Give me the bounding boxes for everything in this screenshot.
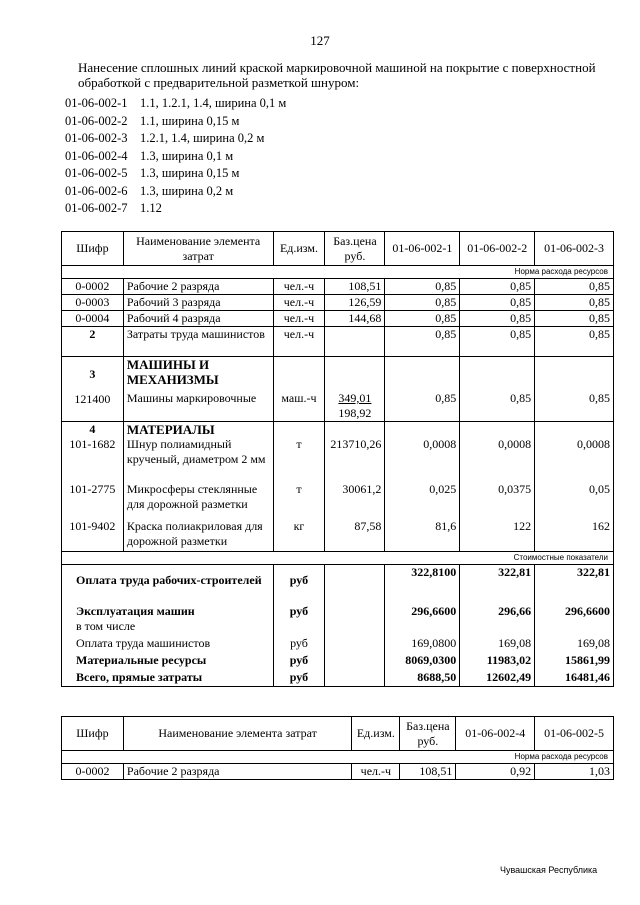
header-price: Баз.цена руб. [400, 717, 456, 751]
table-row [62, 327, 614, 357]
total-unit: руб [273, 653, 325, 670]
material-v3: 0,0008 [577, 437, 610, 451]
cell-name [123, 357, 273, 422]
note-cost: Стоимостные показатели [62, 552, 614, 565]
material-price: 87,58 [354, 519, 382, 533]
code-id: 01-06-002-2 [65, 113, 128, 128]
cell-unit [273, 357, 325, 422]
total-v2: 296,66 [460, 597, 535, 619]
cell-unit: чел.-ч [352, 764, 400, 780]
cell-code: 0-0002 [62, 279, 124, 295]
table-row-machines [62, 357, 614, 422]
cell-v2: 0,85 [460, 295, 535, 311]
code-list-item [65, 165, 286, 183]
cell-code [62, 422, 124, 552]
total-v3: 169,08 [535, 636, 614, 653]
cell-name: Рабочий 3 разряда [123, 295, 273, 311]
note-row [62, 552, 614, 565]
table-row [62, 764, 614, 780]
total-name: Оплата труда рабочих-строителей [62, 565, 274, 597]
cell-price: 108,51 [400, 764, 456, 780]
resource-table-2 [61, 716, 614, 780]
cell-v1: 0,85 [385, 327, 460, 357]
material-name: Краска полиакриловая для дорожной разметки [126, 519, 263, 548]
note-norm: Норма расхода ресурсов [62, 751, 614, 764]
note-row [62, 751, 614, 764]
total-row [62, 597, 614, 619]
cell-code: 2 [62, 327, 124, 357]
machine-code: 121400 [74, 392, 111, 406]
cell-name: Рабочий 4 разряда [123, 311, 273, 327]
code-list-item [65, 200, 286, 218]
cell-code: 0-0004 [62, 311, 124, 327]
total-price [325, 636, 385, 653]
total-price [325, 619, 385, 636]
material-v1: 0,0008 [423, 437, 457, 451]
material-code: 101-2775 [69, 482, 116, 496]
header-code: Шифр [62, 232, 124, 266]
cell-v3: 0,85 [535, 311, 614, 327]
footer-region: Чувашская Республика [500, 865, 598, 875]
total-v2: 322,81 [460, 565, 535, 597]
cell-name: Затраты труда машинистов [123, 327, 273, 357]
total-price [325, 565, 385, 597]
cell-name: Рабочие 2 разряда [123, 279, 273, 295]
cell-v1: 0,85 [385, 279, 460, 295]
header-name: Наименование элемента затрат [123, 717, 351, 751]
total-v2: 169,08 [460, 636, 535, 653]
total-v3: 296,6600 [535, 597, 614, 619]
section-heading: Нанесение сплошных линий краской маркировочной машиной на покрытие с поверхностной обработкой с предварительной разметкой шнуром: [78, 60, 596, 90]
cell-price: 126,59 [325, 295, 385, 311]
code-desc: 1.2.1, 1.4, ширина 0,2 м [140, 131, 265, 145]
header-col1: 01-06-002-4 [456, 717, 535, 751]
cell-unit: чел.-ч [273, 279, 325, 295]
cell-unit: чел.-ч [273, 311, 325, 327]
material-v2: 122 [513, 519, 532, 533]
header-col2: 01-06-002-5 [535, 717, 614, 751]
material-v3: 162 [592, 519, 610, 533]
total-price [325, 597, 385, 619]
total-name: Материальные ресурсы [62, 653, 274, 670]
total-v3: 16481,46 [535, 670, 614, 687]
page-number: 127 [310, 33, 330, 48]
machine-v2: 0,85 [510, 391, 532, 405]
machine-price-1: 349,01 [338, 391, 372, 405]
code-desc: 1.1, ширина 0,15 м [140, 113, 240, 128]
table-header-row [62, 717, 614, 751]
cell-v2: 1,03 [535, 764, 614, 780]
code-id: 01-06-002-5 [65, 166, 128, 180]
total-v1 [385, 619, 460, 636]
header-col2: 01-06-002-2 [460, 232, 535, 266]
section-number: 3 [89, 367, 96, 381]
code-list-item [65, 113, 286, 131]
total-unit [273, 619, 325, 636]
code-list [65, 95, 286, 218]
total-name: Эксплуатация машин [62, 597, 274, 619]
total-v2 [460, 619, 535, 636]
cell-v3: 0,85 [535, 295, 614, 311]
header-unit: Ед.изм. [352, 717, 400, 751]
code-id: 01-06-002-3 [65, 131, 128, 145]
code-list-item [65, 183, 286, 201]
cell-v1: 0,92 [456, 764, 535, 780]
section-title: МАТЕРИАЛЫ [126, 422, 215, 437]
total-row [62, 619, 614, 636]
cell-price [325, 327, 385, 357]
material-v1: 81,6 [435, 519, 457, 533]
total-v3: 15861,99 [535, 653, 614, 670]
total-name: Всего, прямые затраты [62, 670, 274, 687]
cell-v2: 0,85 [460, 279, 535, 295]
material-price: 30061,2 [342, 482, 382, 496]
section-title: МАШИНЫ И МЕХАНИЗМЫ [126, 357, 219, 387]
code-desc: 1.3, ширина 0,15 м [140, 166, 240, 180]
code-desc: 1.3, ширина 0,1 м [140, 148, 234, 163]
total-name: Оплата труда машинистов [62, 636, 274, 653]
total-unit: руб [273, 670, 325, 687]
cell-price: 144,68 [325, 311, 385, 327]
cell-v3: 0,85 [535, 279, 614, 295]
cell-price: 108,51 [325, 279, 385, 295]
note-row [62, 266, 614, 279]
code-desc: 1.1, 1.2.1, 1.4, ширина 0,1 м [140, 96, 287, 110]
machine-unit: маш.-ч [281, 391, 317, 405]
cell-unit: чел.-ч [273, 295, 325, 311]
total-row [62, 565, 614, 597]
total-row [62, 636, 614, 653]
total-v1: 169,0800 [385, 636, 460, 653]
total-v1: 322,8100 [385, 565, 460, 597]
total-row [62, 670, 614, 687]
machine-v1: 0,85 [435, 391, 457, 405]
code-id: 01-06-002-7 [65, 201, 128, 215]
cell-v3 [535, 357, 614, 422]
total-unit: руб [273, 565, 325, 597]
material-v2: 0,0008 [498, 437, 532, 451]
code-desc: 1.3, ширина 0,2 м [140, 183, 234, 198]
machine-price-2: 198,92 [338, 406, 372, 420]
header-unit: Ед.изм. [273, 232, 325, 266]
total-v3: 322,81 [535, 565, 614, 597]
note-norm: Норма расхода ресурсов [62, 266, 614, 279]
cell-price [325, 422, 385, 552]
material-v3: 0,05 [589, 482, 610, 496]
cell-v1 [385, 422, 460, 552]
section-number: 4 [89, 422, 96, 436]
total-v2: 11983,02 [460, 653, 535, 670]
material-v1: 0,025 [429, 482, 457, 496]
header-price: Баз.цена руб. [325, 232, 385, 266]
cell-unit: чел.-ч [273, 327, 325, 357]
cell-v1 [385, 357, 460, 422]
material-unit: кг [293, 519, 305, 533]
cell-code [62, 357, 124, 422]
cell-name: Рабочие 2 разряда [123, 764, 351, 780]
header-col1: 01-06-002-1 [385, 232, 460, 266]
table-row [62, 311, 614, 327]
material-v2: 0,0375 [498, 482, 532, 496]
material-unit: т [296, 482, 302, 496]
table-row-materials [62, 422, 614, 552]
cell-v1: 0,85 [385, 295, 460, 311]
cell-v3: 0,85 [535, 327, 614, 357]
total-unit: руб [273, 636, 325, 653]
material-unit: т [296, 437, 302, 451]
code-id: 01-06-002-6 [65, 183, 128, 198]
total-name: в том числе [62, 619, 274, 636]
cell-code: 0-0003 [62, 295, 124, 311]
total-v2: 12602,49 [460, 670, 535, 687]
cell-name [123, 422, 273, 552]
total-price [325, 653, 385, 670]
material-code: 101-9402 [69, 519, 116, 533]
header-name: Наименование элемента затрат [123, 232, 273, 266]
code-list-item [65, 130, 286, 148]
header-code: Шифр [62, 717, 124, 751]
cell-v2: 0,85 [460, 311, 535, 327]
machine-v3: 0,85 [589, 391, 610, 405]
total-v1: 8688,50 [385, 670, 460, 687]
code-list-item [65, 95, 286, 113]
total-v1: 8069,0300 [385, 653, 460, 670]
code-id: 01-06-002-4 [65, 148, 128, 163]
total-v3 [535, 619, 614, 636]
material-name: Шнур полиамидный крученый, диаметром 2 мм [126, 437, 266, 466]
material-price: 213710,26 [330, 437, 382, 451]
cell-unit [273, 422, 325, 552]
cell-v2 [460, 422, 535, 552]
resource-table-1 [61, 231, 614, 687]
code-list-item [65, 148, 286, 166]
table-row [62, 295, 614, 311]
cell-v2: 0,85 [460, 327, 535, 357]
material-name: Микросферы стеклянные для дорожной разметки [126, 482, 258, 511]
total-unit: руб [273, 597, 325, 619]
table-row [62, 279, 614, 295]
header-col3: 01-06-002-3 [535, 232, 614, 266]
cell-v3 [535, 422, 614, 552]
total-price [325, 670, 385, 687]
total-row [62, 653, 614, 670]
cell-code: 0-0002 [62, 764, 124, 780]
total-v1: 296,6600 [385, 597, 460, 619]
code-desc: 1.12 [140, 201, 162, 215]
table-header-row [62, 232, 614, 266]
cell-price [325, 357, 385, 422]
machine-name: Машины маркировочные [126, 391, 257, 405]
cell-v2 [460, 357, 535, 422]
cell-v1: 0,85 [385, 311, 460, 327]
code-id: 01-06-002-1 [65, 96, 128, 110]
material-code: 101-1682 [69, 437, 116, 451]
